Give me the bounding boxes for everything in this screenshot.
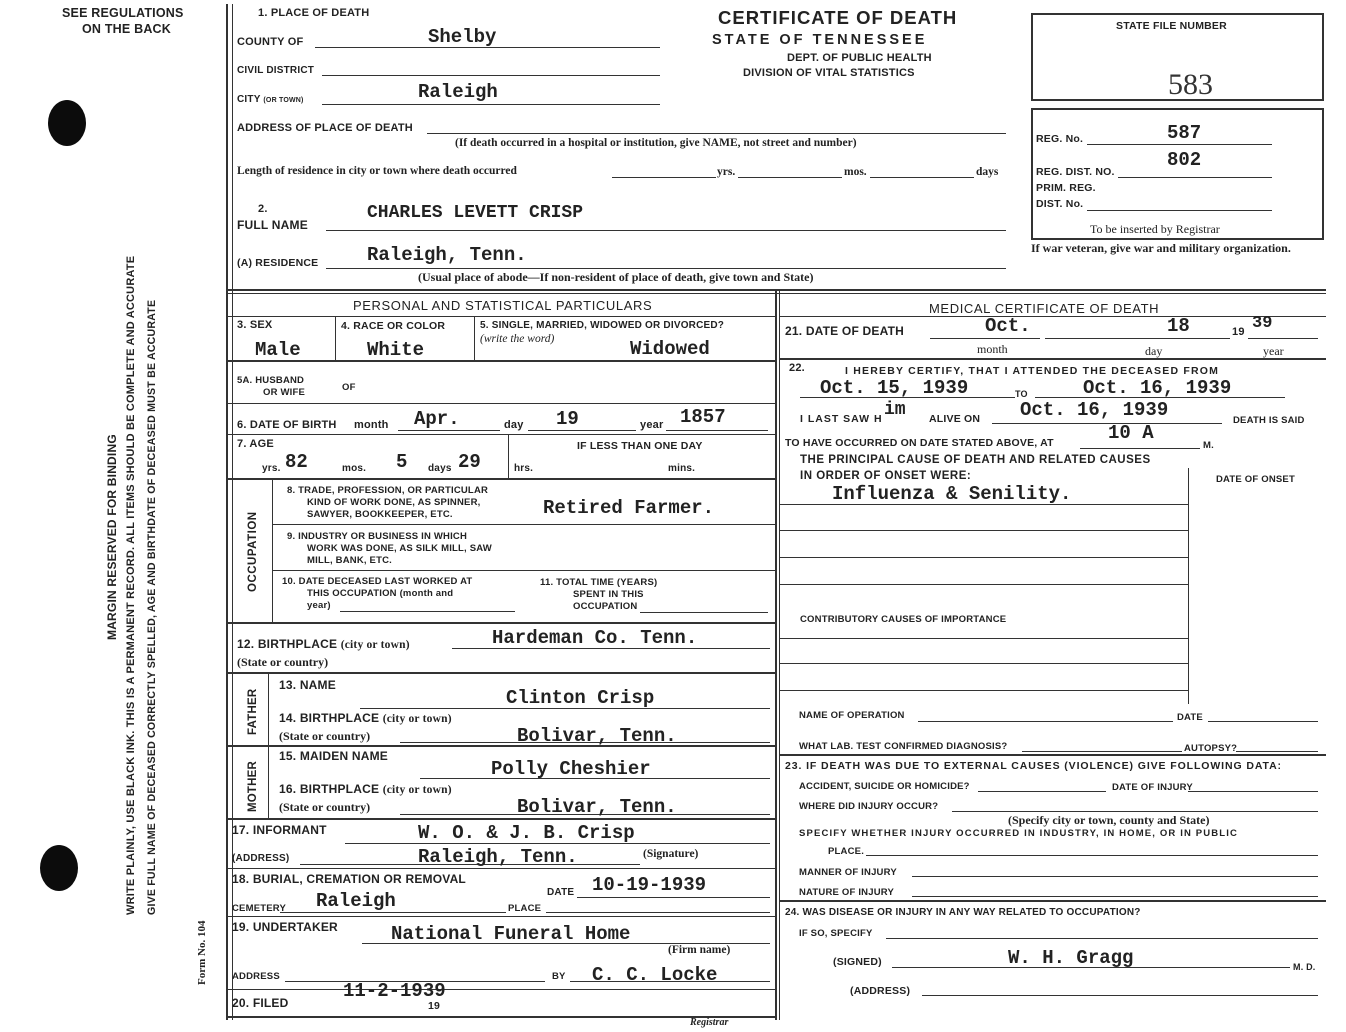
- age-mos-value: 5: [396, 451, 408, 473]
- filed-registrar-label: Registrar: [690, 1017, 729, 1028]
- reg-dist-value: 802: [1167, 149, 1202, 171]
- alive-on-label: ALIVE ON: [929, 413, 981, 425]
- place-of-death-heading: 1. PLACE OF DEATH: [258, 7, 370, 19]
- birthplace-label: 12. BIRTHPLACE (city or town): [237, 637, 410, 651]
- dob-year-label: year: [640, 419, 664, 431]
- dod-label: 21. DATE OF DEATH: [785, 324, 904, 338]
- war-veteran-note: If war veteran, give war and military organization.: [1031, 241, 1291, 255]
- dist-no-label: DIST. No.: [1036, 198, 1084, 210]
- age-mos-label: mos.: [342, 463, 367, 474]
- birthplace-state-label: (State or country): [237, 655, 329, 669]
- dod-year-label: year: [1263, 344, 1284, 358]
- burial-label: 18. BURIAL, CREMATION OR REMOVAL: [232, 872, 466, 886]
- cause-label-1: THE PRINCIPAL CAUSE OF DEATH AND RELATED CAUSES: [800, 454, 1151, 466]
- mother-side-label: MOTHER: [247, 760, 259, 812]
- contributory-label: CONTRIBUTORY CAUSES OF IMPORTANCE: [800, 614, 1007, 625]
- last-worked-label-2: THIS OCCUPATION (month and: [307, 588, 454, 599]
- total-time-label-1: 11. TOTAL TIME (YEARS): [540, 577, 658, 588]
- margin-instructions-1: WRITE PLAINLY, USE BLACK INK. THIS IS A PERMANENT RECORD. ALL ITEMS SHOULD BE COMPLETE AND ACCURATE: [125, 255, 137, 915]
- section-divider-top-2: [228, 293, 1326, 294]
- informant-value: W. O. & J. B. Crisp: [418, 822, 635, 844]
- reg-no-value: 587: [1167, 122, 1202, 144]
- injury-where-label: WHERE DID INJURY OCCUR?: [799, 801, 939, 812]
- race-value: White: [367, 339, 425, 361]
- occupation-related-label: 24. WAS DISEASE OR INJURY IN ANY WAY RELATED TO OCCUPATION?: [785, 907, 1141, 918]
- informant-address-label: (ADDRESS): [232, 853, 290, 864]
- industry-label-2: WORK WAS DONE, AS SILK MILL, SAW: [307, 543, 492, 554]
- informant-address-value: Raleigh, Tenn.: [418, 846, 578, 868]
- address-label: ADDRESS OF PLACE OF DEATH: [237, 122, 413, 134]
- margin-instructions-2: GIVE FULL NAME OF DECEASED CORRECTLY SPELLED, AGE AND BIRTHDATE OF DECEASED MUST BE ACCURATE: [146, 299, 158, 915]
- dob-day-label: day: [504, 419, 524, 431]
- residence-days-label: days: [976, 166, 999, 178]
- full-name-label: FULL NAME: [237, 218, 308, 232]
- father-birthplace-value: Bolivar, Tenn.: [517, 725, 677, 747]
- age-days-value: 29: [458, 451, 481, 473]
- filed-value: 11-2-1939: [343, 980, 446, 1002]
- prim-reg-label: PRIM. REG.: [1036, 182, 1096, 194]
- signed-label: (SIGNED): [833, 956, 882, 968]
- age-mins-label: mins.: [668, 463, 696, 474]
- undertaker-value: National Funeral Home: [391, 923, 631, 945]
- undertaker-by-value: C. C. Locke: [592, 964, 718, 986]
- spouse-label-a: 5A. HUSBAND: [237, 375, 305, 386]
- md-label: M. D.: [1293, 962, 1316, 972]
- age-yrs-value: 82: [285, 451, 308, 473]
- last-saw-label: I LAST SAW H: [800, 413, 883, 425]
- certify-number: 22.: [789, 362, 805, 374]
- last-saw-value: Oct. 16, 1939: [1020, 399, 1169, 421]
- residence-note: (Usual place of abode—If non-resident of place of death, give town and State): [418, 270, 814, 284]
- certificate-title: CERTIFICATE OF DEATH: [718, 7, 958, 28]
- civil-district-label: CIVIL DISTRICT: [237, 65, 315, 76]
- manner-label: MANNER OF INJURY: [799, 867, 897, 878]
- last-worked-label-1: 10. DATE DECEASED LAST WORKED AT: [282, 576, 473, 587]
- reg-no-label: REG. No.: [1036, 133, 1084, 145]
- father-name-label: 13. NAME: [279, 678, 336, 692]
- undertaker-label: 19. UNDERTAKER: [232, 920, 338, 934]
- medical-heading: MEDICAL CERTIFICATE OF DEATH: [929, 301, 1160, 316]
- state-file-label: STATE FILE NUMBER: [1116, 20, 1227, 32]
- trade-label-1: 8. TRADE, PROFESSION, OR PARTICULAR: [287, 485, 489, 496]
- operation-date-label: DATE: [1177, 712, 1203, 723]
- on-the-back-text: ON THE BACK: [82, 22, 172, 36]
- residence-yrs-label: yrs.: [717, 166, 736, 178]
- last-worked-label-3: year): [307, 600, 331, 611]
- signed-value: W. H. Gragg: [1008, 947, 1134, 969]
- injury-where-note: (Specify city or town, county and State): [1008, 813, 1210, 827]
- county-label: COUNTY OF: [237, 36, 304, 48]
- dod-year-value: 39: [1252, 314, 1273, 333]
- cemetery-value: Raleigh: [316, 890, 396, 912]
- personal-heading: PERSONAL AND STATISTICAL PARTICULARS: [353, 298, 653, 313]
- sex-value: Male: [255, 339, 301, 361]
- residence-value: Raleigh, Tenn.: [367, 244, 527, 266]
- undertaker-by-label: BY: [552, 971, 566, 982]
- informant-signature-label: (Signature): [643, 848, 699, 860]
- nature-label: NATURE OF INJURY: [799, 887, 895, 898]
- binder-hole-bottom: [40, 845, 78, 891]
- less-than-day-label: IF LESS THAN ONE DAY: [577, 440, 703, 452]
- father-birthplace-label: 14. BIRTHPLACE (city or town): [279, 711, 452, 725]
- dod-month-label: month: [977, 342, 1008, 356]
- city-value: Raleigh: [418, 81, 498, 103]
- attended-from-value: Oct. 15, 1939: [820, 377, 969, 399]
- residence-label: (A) RESIDENCE: [237, 257, 319, 269]
- informant-label: 17. INFORMANT: [232, 823, 327, 837]
- last-saw-pronoun: im: [884, 400, 906, 420]
- column-divider-1: [775, 291, 777, 1020]
- lab-test-label: WHAT LAB. TEST CONFIRMED DIAGNOSIS?: [799, 741, 1008, 752]
- operation-label: NAME OF OPERATION: [799, 710, 905, 721]
- dob-day-value: 19: [556, 408, 579, 430]
- dept-name: DEPT. OF PUBLIC HEALTH: [787, 52, 932, 64]
- time-m-label: M.: [1203, 440, 1214, 451]
- city-label: CITY (OR TOWN): [237, 94, 304, 105]
- total-time-label-3: OCCUPATION: [573, 601, 638, 612]
- injury-date-label: DATE OF INJURY: [1112, 782, 1193, 793]
- spouse-label-b: OR WIFE: [263, 387, 306, 398]
- burial-date-value: 10-19-1939: [592, 874, 707, 896]
- address-note: (If death occurred in a hospital or institution, give NAME, not street and number): [455, 137, 857, 149]
- industry-label-3: MILL, BANK, ETC.: [307, 555, 392, 566]
- cemetery-label: CEMETERY: [232, 903, 287, 914]
- column-divider-2: [779, 291, 780, 1020]
- physician-address-label: (ADDRESS): [850, 985, 911, 997]
- external-causes-label: 23. IF DEATH WAS DUE TO EXTERNAL CAUSES (VIOLENCE) GIVE FOLLOWING DATA:: [785, 760, 1282, 772]
- burial-place-label: PLACE: [508, 903, 542, 914]
- mother-name-value: Polly Cheshier: [491, 758, 651, 780]
- occurred-label: TO HAVE OCCURRED ON DATE STATED ABOVE, AT: [785, 437, 1054, 449]
- age-label: 7. AGE: [237, 438, 274, 450]
- margin-binding-text: MARGIN RESERVED FOR BINDING: [105, 434, 119, 640]
- undertaker-address-label: ADDRESS: [232, 971, 280, 982]
- onset-label: DATE OF ONSET: [1216, 474, 1295, 485]
- mother-state-label: (State or country): [279, 800, 371, 814]
- if-so-label: IF SO, SPECIFY: [799, 928, 873, 939]
- see-regulations-text: SEE REGULATIONS: [62, 6, 184, 20]
- time-value: 10 A: [1108, 422, 1154, 444]
- dob-month-value: Apr.: [414, 408, 460, 430]
- trade-value: Retired Farmer.: [543, 497, 715, 519]
- age-hrs-label: hrs.: [514, 463, 534, 474]
- form-number: Form No. 104: [196, 920, 208, 985]
- dob-year-value: 1857: [680, 406, 726, 428]
- injury-place-label: PLACE.: [828, 846, 865, 857]
- father-side-label: FATHER: [247, 688, 259, 735]
- reg-dist-label: REG. DIST. NO.: [1036, 166, 1115, 178]
- injury-specify-label: SPECIFY WHETHER INJURY OCCURRED IN INDUSTRY, IN HOME, OR IN PUBLIC: [799, 828, 1239, 839]
- dod-month-value: Oct.: [985, 315, 1031, 337]
- cause-label-2: IN ORDER OF ONSET WERE:: [800, 470, 972, 482]
- father-state-label: (State or country): [279, 729, 371, 743]
- filed-label: 20. FILED: [232, 996, 289, 1010]
- attended-to-label: TO: [1015, 389, 1028, 399]
- trade-label-3: SAWYER, BOOKKEEPER, ETC.: [307, 509, 453, 520]
- burial-date-label: DATE: [547, 887, 575, 898]
- dob-label: 6. DATE OF BIRTH: [237, 419, 337, 431]
- industry-label-1: 9. INDUSTRY OR BUSINESS IN WHICH: [287, 531, 468, 542]
- dod-century: 19: [1232, 326, 1245, 338]
- dob-month-label: month: [354, 419, 389, 431]
- accident-label: ACCIDENT, SUICIDE OR HOMICIDE?: [799, 781, 970, 792]
- full-name-number: 2.: [258, 203, 268, 215]
- age-yrs-label: yrs.: [262, 463, 281, 474]
- residence-mos-label: mos.: [844, 166, 867, 178]
- cause-value: Influenza & Senility.: [832, 483, 1072, 505]
- marital-note: (write the word): [480, 333, 555, 345]
- mother-birthplace-value: Bolivar, Tenn.: [517, 796, 677, 818]
- marital-value: Widowed: [630, 338, 710, 360]
- death-said-label: DEATH IS SAID: [1233, 415, 1305, 426]
- firm-name-label: (Firm name): [668, 944, 731, 956]
- dod-day-value: 18: [1167, 315, 1190, 337]
- occupation-side-label: OCCUPATION: [247, 511, 259, 592]
- division-name: DIVISION OF VITAL STATISTICS: [743, 67, 915, 79]
- birthplace-value: Hardeman Co. Tenn.: [492, 627, 698, 649]
- race-label: 4. RACE OR COLOR: [341, 320, 446, 332]
- mother-birthplace-label: 16. BIRTHPLACE (city or town): [279, 782, 452, 796]
- certify-label: I HEREBY CERTIFY, THAT I ATTENDED THE DECEASED FROM: [845, 365, 1220, 377]
- mother-name-label: 15. MAIDEN NAME: [279, 749, 389, 763]
- binder-hole-top: [48, 100, 86, 146]
- section-divider-top: [228, 289, 1326, 291]
- sex-label: 3. SEX: [237, 319, 273, 331]
- full-name-value: CHARLES LEVETT CRISP: [367, 203, 584, 223]
- residence-length-label: Length of residence in city or town where death occurred: [237, 165, 517, 177]
- age-days-label: days: [428, 463, 452, 474]
- father-name-value: Clinton Crisp: [506, 687, 655, 709]
- filed-year-suffix: 19: [428, 1000, 441, 1012]
- county-value: Shelby: [428, 26, 497, 48]
- autopsy-label: AUTOPSY?: [1184, 743, 1238, 754]
- trade-label-2: KIND OF WORK DONE, AS SPINNER,: [307, 497, 481, 508]
- total-time-label-2: SPENT IN THIS: [573, 589, 644, 600]
- attended-to-value: Oct. 16, 1939: [1083, 377, 1232, 399]
- marital-label: 5. SINGLE, MARRIED, WIDOWED OR DIVORCED?: [480, 320, 725, 331]
- state-name: STATE OF TENNESSEE: [712, 32, 928, 48]
- registrar-note: To be inserted by Registrar: [1090, 222, 1220, 236]
- dod-day-label: day: [1145, 344, 1163, 358]
- spouse-of: OF: [342, 382, 356, 393]
- state-file-number: 583: [1168, 68, 1213, 101]
